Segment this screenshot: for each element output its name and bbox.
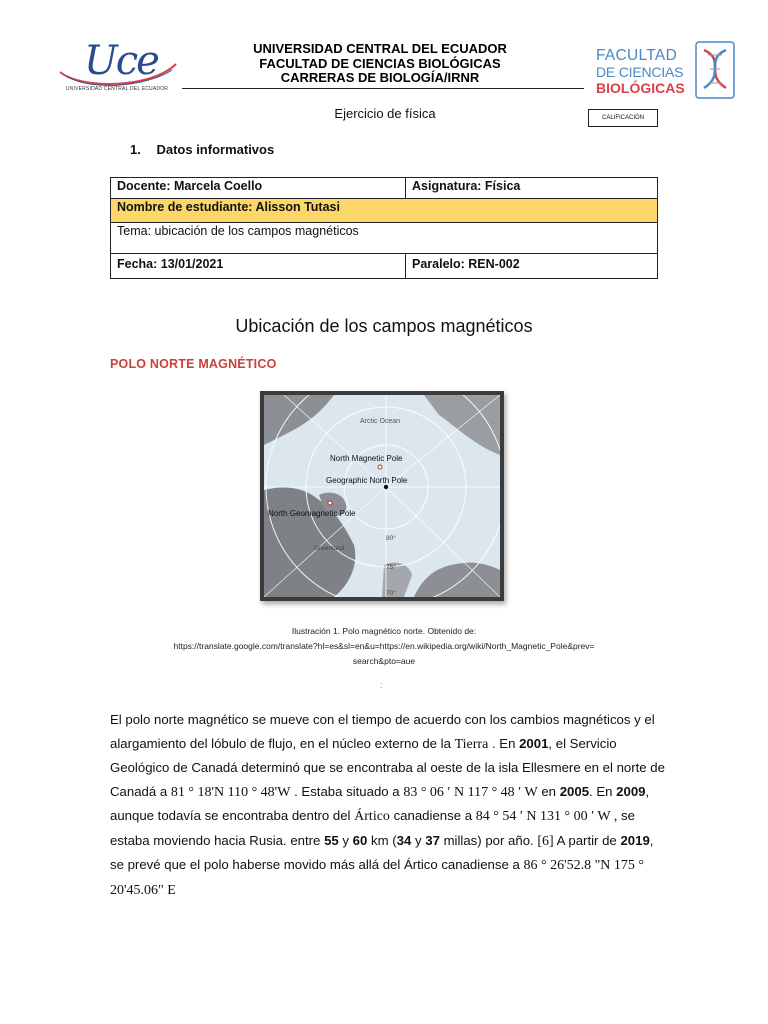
table-row <box>111 199 658 223</box>
faculty-name: FACULTAD DE CIENCIAS BIOLÓGICAS <box>259 55 501 71</box>
paragraph-text: en <box>537 783 560 799</box>
caption-line2: https://translate.google.com/translate?hl=es&sl=en&u=https://en.wikipedia.org/wiki/North_Magnetic_Pole&prev= <box>173 641 595 651</box>
paragraph-text: Tierra <box>454 736 489 752</box>
lat-80-label: 80° <box>386 535 396 542</box>
paragraph-text: millas) por año. <box>439 832 538 848</box>
section-number: 1. <box>130 142 141 157</box>
paragraph-number: 34 <box>396 832 412 848</box>
paragraph-text: , se prevé que el polo haberse movido más allá del Ártico canadiense a <box>110 832 654 872</box>
faculty-logo <box>592 40 742 100</box>
paragraph-text: A partir de <box>553 832 621 848</box>
geomagnetic-pole-label: North Geomagnetic Pole <box>268 509 356 518</box>
paragraph-year: 2019 <box>620 832 650 848</box>
paragraph-text: y <box>338 832 353 848</box>
faculty-logo-line1: FACULTAD <box>596 47 678 64</box>
institution-header <box>200 42 560 86</box>
faculty-logo-line2: DE CIENCIAS <box>596 64 684 80</box>
arctic-map <box>264 395 500 597</box>
topic-label: Tema: <box>117 224 152 238</box>
paragraph-text: Ártico <box>354 809 390 824</box>
subheading: POLO NORTE MAGNÉTICO <box>110 357 277 371</box>
topic-cell <box>111 223 658 254</box>
section-title: Datos informativos <box>156 142 275 157</box>
paragraph-coordinate: 83 ° 06 ′ N 117 ° 48 ′ W <box>403 784 538 800</box>
arctic-map-figure <box>260 391 504 601</box>
paragraph-text: , el Servicio Geológico de Canadá determinó que se encontraba al oeste de la isla Ellesmere en el norte de Canadá a <box>110 735 665 799</box>
document-title: Ubicación de los campos magnéticos <box>235 316 533 336</box>
geographic-pole-label: Geographic North Pole <box>326 476 408 485</box>
paragraph-text: El polo norte magnético se mueve con el tiempo de acuerdo con los cambios magnéticos y el alargamiento del lóbulo de flujo, en el núcleo externo de la <box>110 712 655 751</box>
careers-name: CARRERAS DE BIOLOGÍA/IRNR <box>280 70 480 85</box>
paragraph-text: . Estaba situado a <box>290 783 404 799</box>
reference-link[interactable]: [6] <box>537 833 554 849</box>
university-name: UNIVERSIDAD CENTRAL DEL ECUADOR <box>253 41 507 56</box>
geographic-pole-marker <box>384 485 388 489</box>
faculty-logo-line3: BIOLÓGICAS <box>596 80 685 96</box>
paragraph-text: y <box>411 832 426 848</box>
paragraph-number: 37 <box>425 832 440 848</box>
lat-75-label: 75° <box>386 564 396 571</box>
student-cell: Nombre de estudiante: Alisson Tutasi <box>111 199 658 223</box>
paragraph-text: . En <box>589 783 617 799</box>
paragraph-text: . En <box>488 735 520 751</box>
caption-line3: search&pto=aue <box>352 656 416 666</box>
body-paragraph <box>110 708 670 902</box>
arctic-ocean-label: Arctic Ocean <box>360 418 401 425</box>
date-cell: Fecha: 13/01/2021 <box>111 254 406 279</box>
teacher-cell: Docente: Marcela Coello <box>111 178 406 199</box>
uce-logo-mark: Uce <box>84 38 158 84</box>
parallel-cell: Paralelo: REN-002 <box>406 254 658 279</box>
paragraph-year: 2005 <box>559 783 590 799</box>
paragraph-text: , aunque todavía se encontraba dentro del <box>110 783 650 823</box>
figure-caption <box>100 624 668 669</box>
paragraph-coordinate: 86 ° 26'52.8 "N 175 ° 20'45.06" E <box>110 858 645 898</box>
paragraph-text: canadiense a <box>389 808 476 823</box>
paragraph-year: 2001 <box>519 735 549 751</box>
grade-box: CALIFICACIÓN <box>588 109 658 127</box>
caption-dot: : <box>380 680 383 690</box>
table-row <box>111 223 658 254</box>
section-heading <box>130 142 274 157</box>
info-table <box>110 177 658 279</box>
topic-value: ubicación de los campos magnéticos <box>154 224 359 238</box>
uce-logo <box>52 34 182 102</box>
lat-70-label: 70° <box>386 590 396 597</box>
greenland-label: Greenland <box>314 545 345 552</box>
paragraph-coordinate: 84 ° 54 ′ N 131 ° 00 ′ W , <box>475 809 618 824</box>
dna-icon <box>692 40 738 100</box>
subject-cell: Asignatura: Física <box>406 178 658 199</box>
paragraph-text: km ( <box>367 832 397 848</box>
table-row <box>111 178 658 199</box>
exercise-title: Ejercicio de física <box>334 106 436 121</box>
paragraph-number: 60 <box>352 832 368 848</box>
magnetic-pole-label: North Magnetic Pole <box>330 454 403 463</box>
caption-line1: Ilustración 1. Polo magnético norte. Obtenido de: <box>291 626 477 636</box>
magnetic-pole-marker <box>378 465 382 469</box>
paragraph-coordinate: 81 ° 18'N 110 ° 48'W <box>170 784 291 800</box>
uce-logo-caption: UNIVERSIDAD CENTRAL DEL ECUADOR <box>65 86 169 92</box>
header-divider <box>182 88 584 89</box>
paragraph-text: se estaba moviendo hacia Rusia. entre <box>110 808 635 848</box>
paragraph-number: 55 <box>324 832 339 848</box>
geomagnetic-pole-marker <box>328 501 332 505</box>
table-row <box>111 254 658 279</box>
paragraph-year: 2009 <box>616 783 646 799</box>
